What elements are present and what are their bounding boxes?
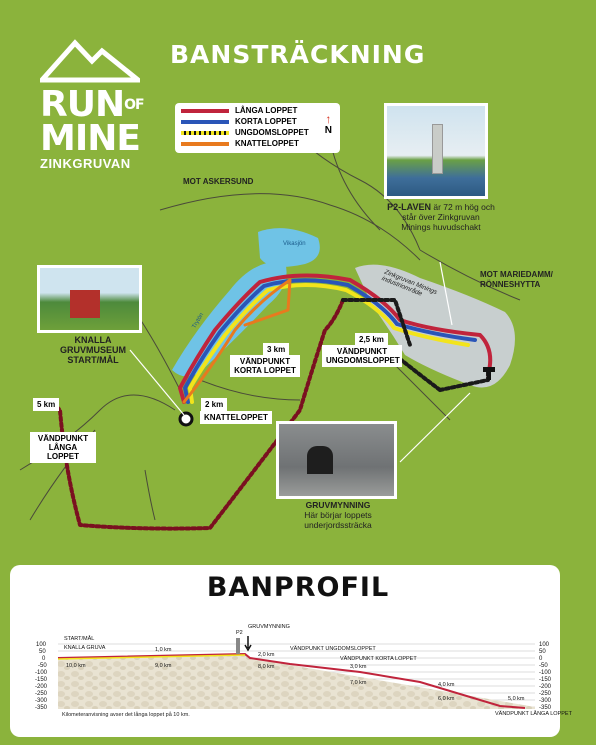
profile-title: BANPROFIL xyxy=(206,572,390,603)
p2-tower xyxy=(236,638,240,654)
legend-item-langa xyxy=(181,105,334,116)
knalla-line3: START/MÅL xyxy=(67,355,119,365)
marker-vandpunkt-ungdom: VÄNDPUNKT UNGDOMSLOPPET xyxy=(322,345,402,367)
label-tryten: Trytön xyxy=(191,312,206,330)
marker-2km: 2 km xyxy=(201,398,227,411)
north-label: N xyxy=(324,125,332,136)
legend-item-knatte xyxy=(181,138,334,149)
red-house-shape xyxy=(70,290,100,318)
north-indicator xyxy=(325,113,332,136)
ytick: 100 xyxy=(36,642,47,648)
marker-3km: 3 km xyxy=(263,343,289,356)
marker-vandpunkt-korta: VÄNDPUNKT KORTA LOPPET xyxy=(230,355,300,377)
marker-5km: 5 km xyxy=(33,398,59,411)
gruvmynning-arrow-icon xyxy=(245,636,251,650)
legend-swatch xyxy=(181,120,229,124)
ytick: -150 xyxy=(539,677,552,683)
marker-vandpunkt-langa: VÄNDPUNKT LÅNGA LOPPET xyxy=(30,432,96,463)
ytick: -350 xyxy=(539,705,552,711)
profile-km-label: 3,0 km xyxy=(350,664,367,670)
knalla-line2: GRUVMUSEUM xyxy=(59,345,126,355)
gruvmynning-photo xyxy=(276,421,397,499)
gruvmynning-marker xyxy=(483,367,495,372)
profile-km-label: 2,0 km xyxy=(258,652,275,658)
ytick: -300 xyxy=(539,698,552,704)
ytick: -50 xyxy=(38,663,47,669)
logo-of: OF xyxy=(124,97,144,113)
profile-vk-label: VÄNDPUNKT KORTA LOPPET xyxy=(340,656,417,662)
profile-p2-label: P2 xyxy=(236,630,243,636)
legend-item-ungdom xyxy=(181,127,334,138)
ytick: 100 xyxy=(539,642,550,648)
ytick: 0 xyxy=(539,656,543,662)
profile-km-label: 10,0 km xyxy=(66,663,86,669)
legend-swatch xyxy=(181,131,229,135)
legend-label: KNATTELOPPET xyxy=(235,139,299,148)
profile-km-label: 5,0 km xyxy=(508,696,525,702)
ytick: -200 xyxy=(35,684,48,690)
legend-label: KORTA LOPPET xyxy=(235,117,297,126)
logo-zinkgruvan: ZINKGRUVAN xyxy=(40,156,131,171)
ground-area xyxy=(58,654,535,709)
profile-footnote: Kilometeranvisning avser det långa loppet på 10 km. xyxy=(62,712,190,718)
ytick: 0 xyxy=(42,656,46,662)
start-marker xyxy=(180,413,192,425)
p2-name: P2-LAVEN xyxy=(387,202,432,212)
legend-label: UNGDOMSLOPPET xyxy=(235,128,309,137)
page-title: BANSTRÄCKNING xyxy=(170,40,426,69)
knalla-photo xyxy=(37,265,142,333)
logo-mine: MINE xyxy=(40,118,140,159)
elevation-profile xyxy=(0,620,596,715)
profile-km-label: 7,0 km xyxy=(350,680,367,686)
ytick: -150 xyxy=(35,677,48,683)
legend-item-korta xyxy=(181,116,334,127)
p2-laven-photo xyxy=(384,103,488,199)
ytick: -50 xyxy=(539,663,548,669)
mountain-icon xyxy=(40,35,140,83)
ytick: -350 xyxy=(35,705,48,711)
ytick: -300 xyxy=(35,698,48,704)
ytick: -100 xyxy=(35,670,48,676)
run-of-mine-logo xyxy=(40,35,150,171)
profile-km-label: 9,0 km xyxy=(155,663,172,669)
gruvmynning-label xyxy=(278,500,398,530)
ytick: -250 xyxy=(539,691,552,697)
p2-text: är 72 m hög och står över Zinkgruvan Minings huvudschakt xyxy=(401,202,495,232)
marker-knatteloppet: KNATTELOPPET xyxy=(200,411,272,424)
ytick: -200 xyxy=(539,684,552,690)
profile-km-label: 8,0 km xyxy=(258,664,275,670)
knalla-line1: KNALLA xyxy=(74,335,112,345)
legend-label: LÅNGA LOPPET xyxy=(235,106,298,115)
ytick: -100 xyxy=(539,670,552,676)
knalla-label xyxy=(43,335,143,365)
marker-2-5km: 2,5 km xyxy=(355,333,388,346)
tower-shape xyxy=(432,124,443,174)
tunnel-shape xyxy=(307,446,333,474)
gruvmynning-name: GRUVMYNNING xyxy=(305,500,371,510)
label-askersund: MOT ASKERSUND xyxy=(183,177,254,186)
legend-swatch xyxy=(181,109,229,113)
profile-km-label: 4,0 km xyxy=(438,682,455,688)
profile-gruv-label: GRUVMYNNING xyxy=(248,624,290,630)
label-vikasjon: Vikasjön xyxy=(283,241,306,247)
ytick: -250 xyxy=(35,691,48,697)
profile-knalla-label: KNALLA GRUVA xyxy=(64,645,106,651)
lake-vikasjon xyxy=(258,228,320,267)
gruvmynning-text: Här börjar loppets underjordssträcka xyxy=(304,510,372,530)
profile-vl-label: VÄNDPUNKT LÅNGA LOPPET xyxy=(495,711,572,715)
profile-start-label: START/MÅL xyxy=(64,636,95,642)
profile-km-label: 1,0 km xyxy=(155,647,172,653)
ytick: 50 xyxy=(539,649,546,655)
logo-run: RUN xyxy=(40,84,125,125)
route-legend xyxy=(175,103,340,153)
ytick: 50 xyxy=(39,649,46,655)
profile-vu-label: VÄNDPUNKT UNGDOMSLOPPET xyxy=(290,646,376,652)
north-arrow-icon: ↑ xyxy=(325,112,332,126)
label-industri: Zinkgruvan Minings industriområde xyxy=(380,268,439,298)
profile-km-label: 6,0 km xyxy=(438,696,455,702)
label-mariedamm: MOT MARIEDAMM/ RÖNNESHYTTA xyxy=(480,270,553,289)
p2-description xyxy=(387,202,495,232)
legend-swatch xyxy=(181,142,229,146)
